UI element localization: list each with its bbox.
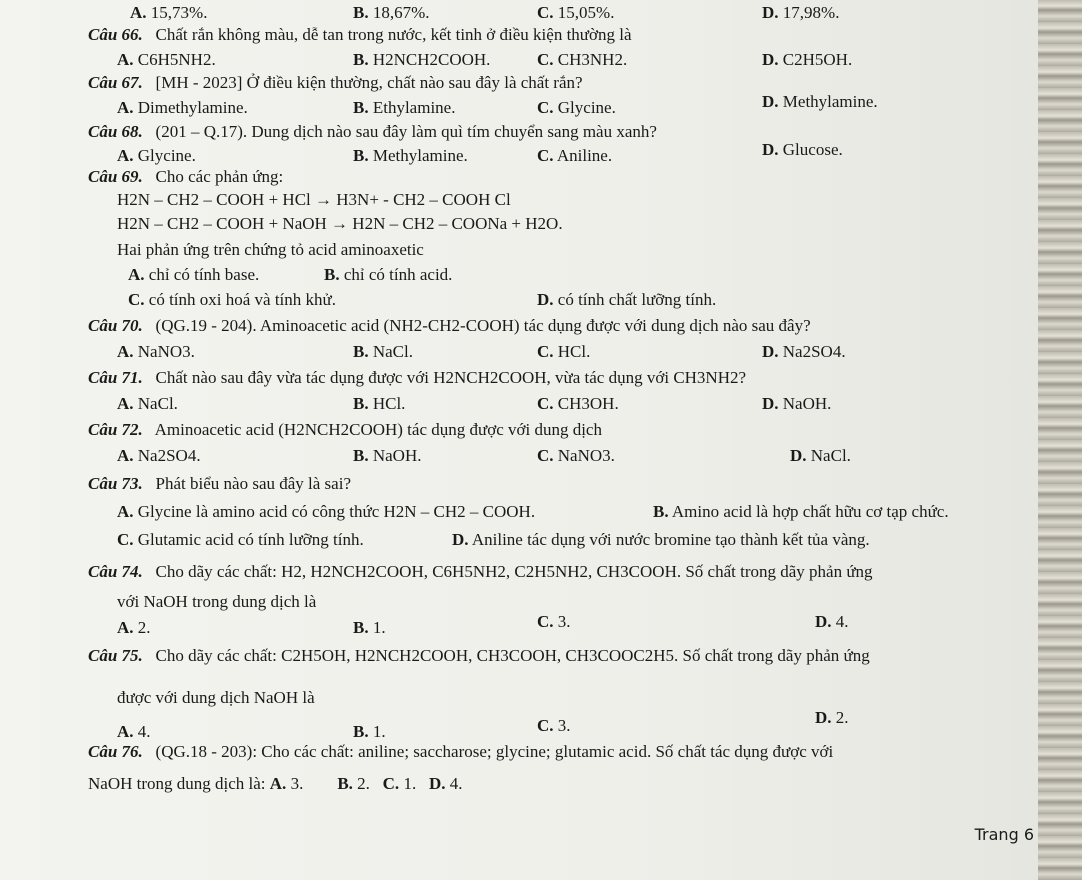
q73-option-b: B. Amino acid là hợp chất hữu cơ tạp chức.	[653, 502, 949, 521]
question-66: Câu 66. Chất rắn không màu, dễ tan trong nước, kết tinh ở điều kiện thường là	[88, 25, 632, 44]
q73-option-d: D. Aniline tác dụng với nước bromine tạo thành kết tủa vàng.	[452, 530, 870, 549]
prev-option-c: C. 15,05%.	[537, 3, 615, 22]
question-73: Câu 73. Phát biểu nào sau đây là sai?	[88, 474, 351, 493]
q69-conclusion: Hai phản ứng trên chứng tỏ acid aminoaxetic	[117, 240, 424, 259]
q72-option-a: A. Na2SO4.	[117, 446, 201, 465]
q72-option-b: B. NaOH.	[353, 446, 422, 465]
question-76: Câu 76. (QG.18 - 203): Cho các chất: aniline; saccharose; glycine; glutamic acid. Số chất tác dụng được với	[88, 742, 834, 761]
q75-option-d: D. 2.	[815, 708, 849, 727]
q71-option-b: B. HCl.	[353, 394, 406, 413]
q74-option-b: B. 1.	[353, 618, 386, 637]
q67-option-a: A. Dimethylamine.	[117, 98, 248, 117]
q75-option-a: A. 4.	[117, 722, 151, 741]
q69-option-d: D. có tính chất lưỡng tính.	[537, 290, 717, 309]
q71-option-c: C. CH3OH.	[537, 394, 619, 413]
q71-option-a: A. NaCl.	[117, 394, 178, 413]
question-71: Câu 71. Chất nào sau đây vừa tác dụng được với H2NCH2COOH, vừa tác dụng với CH3NH2?	[88, 368, 747, 387]
question-70: Câu 70. (QG.19 - 204). Aminoacetic acid (NH2-CH2-COOH) tác dụng được với dung dịch nào sau đây?	[88, 316, 811, 335]
q73-option-c: C. Glutamic acid có tính lưỡng tính.	[117, 530, 364, 549]
q67-option-c: C. Glycine.	[537, 98, 616, 117]
q66-option-d: D. C2H5OH.	[762, 50, 853, 69]
question-75-continued: được với dung dịch NaOH là	[117, 688, 315, 707]
q74-option-d: D. 4.	[815, 612, 849, 631]
q76-option-c: C. 1.	[382, 774, 417, 793]
q68-option-c: C. Aniline.	[537, 146, 613, 165]
q69-option-b: B. chỉ có tính acid.	[324, 265, 453, 284]
page-number: Trang 6	[974, 825, 1034, 844]
q69-equation-1: H2N – CH2 – COOH + HCl → H3N+ - CH2 – COOH Cl	[117, 190, 511, 209]
q70-option-c: C. HCl.	[537, 342, 591, 361]
q71-option-d: D. NaOH.	[762, 394, 832, 413]
q66-option-b: B. H2NCH2COOH.	[353, 50, 491, 69]
q70-option-a: A. NaNO3.	[117, 342, 195, 361]
question-72: Câu 72. Aminoacetic acid (H2NCH2COOH) tác dụng được với dung dịch	[88, 420, 602, 439]
q70-option-b: B. NaCl.	[353, 342, 413, 361]
q75-option-b: B. 1.	[353, 722, 386, 741]
prev-option-b: B. 18,67%.	[353, 3, 430, 22]
q76-option-a: A. 3.	[269, 774, 304, 793]
q66-option-a: A. C6H5NH2.	[117, 50, 216, 69]
question-76-answers	[88, 774, 462, 794]
q72-option-c: C. NaNO3.	[537, 446, 615, 465]
prev-option-a: A. 15,73%.	[130, 3, 208, 22]
q70-option-d: D. Na2SO4.	[762, 342, 846, 361]
question-75: Câu 75. Cho dãy các chất: C2H5OH, H2NCH2COOH, CH3COOH, CH3COOC2H5. Số chất trong dãy phản ứng	[88, 646, 870, 665]
q69-option-c: C. có tính oxi hoá và tính khử.	[128, 290, 336, 309]
q66-option-c: C. CH3NH2.	[537, 50, 628, 69]
question-68: Câu 68. (201 – Q.17). Dung dịch nào sau đây làm quì tím chuyển sang màu xanh?	[88, 122, 657, 141]
q74-option-c: C. 3.	[537, 612, 571, 631]
q76-option-b: B. 2.	[337, 774, 370, 793]
q67-option-d: D. Methylamine.	[762, 92, 878, 111]
q69-equation-2: H2N – CH2 – COOH + NaOH → H2N – CH2 – COONa + H2O.	[117, 214, 563, 233]
q69-option-a: A. chỉ có tính base.	[128, 265, 260, 284]
question-69: Câu 69. Cho các phản ứng:	[88, 167, 284, 186]
question-74: Câu 74. Cho dãy các chất: H2, H2NCH2COOH, C6H5NH2, C2H5NH2, CH3COOH. Số chất trong dãy phản ứng	[88, 562, 873, 581]
q72-option-d: D. NaCl.	[790, 446, 851, 465]
q76-option-d: D. 4.	[428, 774, 463, 793]
q75-option-c: C. 3.	[537, 716, 571, 735]
q68-option-a: A. Glycine.	[117, 146, 196, 165]
q73-option-a: A. Glycine là amino acid có công thức H2N – CH2 – COOH.	[117, 502, 536, 521]
prev-option-d: D. 17,98%.	[762, 3, 840, 22]
q76-continued: NaOH trong dung dịch là:	[88, 774, 266, 793]
book-binding-edge	[1038, 0, 1082, 880]
question-67: Câu 67. [MH - 2023] Ở điều kiện thường, chất nào sau đây là chất rắn?	[88, 73, 583, 92]
q68-option-b: B. Methylamine.	[353, 146, 468, 165]
question-74-continued: với NaOH trong dung dịch là	[117, 592, 317, 611]
q74-option-a: A. 2.	[117, 618, 151, 637]
q68-option-d: D. Glucose.	[762, 140, 843, 159]
q67-option-b: B. Ethylamine.	[353, 98, 456, 117]
